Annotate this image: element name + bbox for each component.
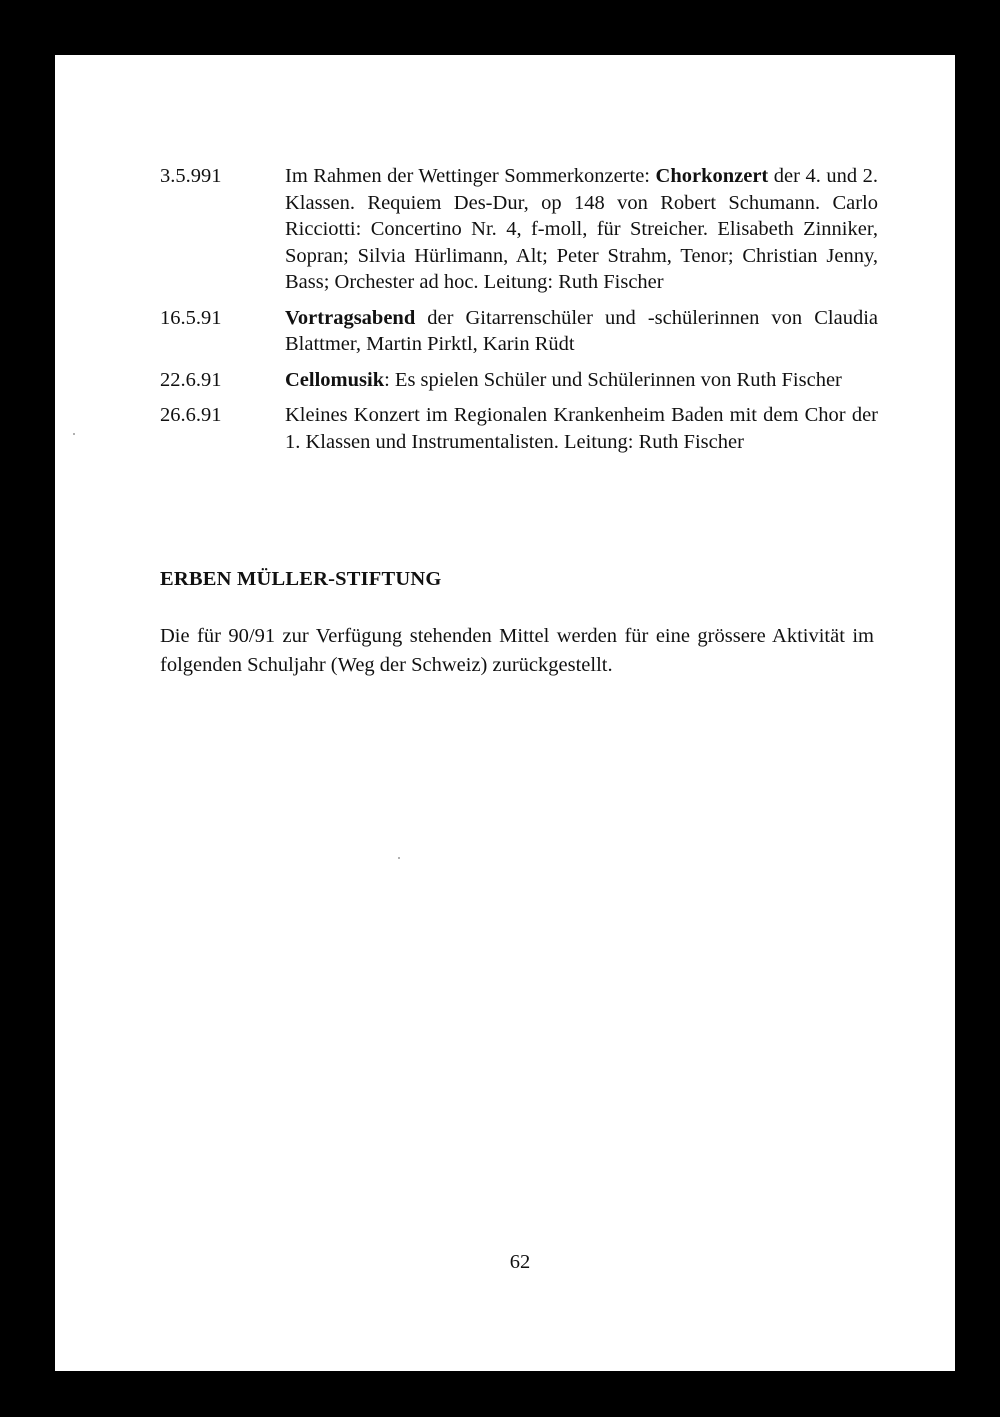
event-date: 3.5.991 [160, 165, 222, 187]
event-text-pre: Kleines Konzert im Regionalen Krankenheim Baden mit dem Chor der 1. Klassen und Instrumentalisten. Leitung: Ruth Fischer [285, 404, 878, 453]
event-entry [160, 367, 930, 394]
scan-speck [398, 857, 400, 859]
events-list [160, 163, 930, 464]
event-description [285, 367, 878, 394]
event-title: Vortragsabend [285, 306, 416, 329]
event-description [285, 305, 878, 358]
document-page [55, 55, 955, 1371]
event-title: Cellomusik [285, 368, 385, 391]
section-body: Die für 90/91 zur Verfügung stehenden Mittel werden für eine grössere Aktivität im folgenden Schuljahr (Weg der Schweiz) zurückgestellt. [160, 625, 874, 676]
event-date: 26.6.91 [160, 404, 222, 426]
event-text-post: der 4. und 2. Klassen. Requiem Des-Dur, op 148 von Robert Schumann. Carlo Ricciotti: Concertino Nr. 4, f-moll, für Streicher. Elisabeth Zinniker, Sopran; Silvia Hürlimann, Alt; Peter Strahm, Tenor; Christian Jenny, Bass; Orchester ad hoc. Leitung: Ruth Fischer [285, 165, 878, 293]
event-title: Chorkonzert [655, 165, 769, 187]
event-text-pre: Im Rahmen der Wettinger Sommerkonzerte: [285, 165, 656, 187]
event-entry [160, 305, 930, 358]
event-date: 16.5.91 [160, 306, 222, 329]
event-entry [160, 163, 930, 296]
page-number: 62 [509, 1251, 531, 1273]
event-text-post: der Gitarrenschüler und -schülerinnen von Claudia Blattmer, Martin Pirktl, Karin Rüdt [285, 306, 878, 355]
event-description [285, 163, 878, 296]
event-text-post: : Es spielen Schüler und Schülerinnen von Ruth Fischer [384, 368, 842, 391]
section-heading: ERBEN MÜLLER-STIFTUNG [160, 568, 442, 590]
event-entry [160, 402, 930, 455]
event-date: 22.6.91 [160, 368, 222, 391]
event-description [285, 402, 878, 455]
scan-speck [73, 433, 75, 435]
